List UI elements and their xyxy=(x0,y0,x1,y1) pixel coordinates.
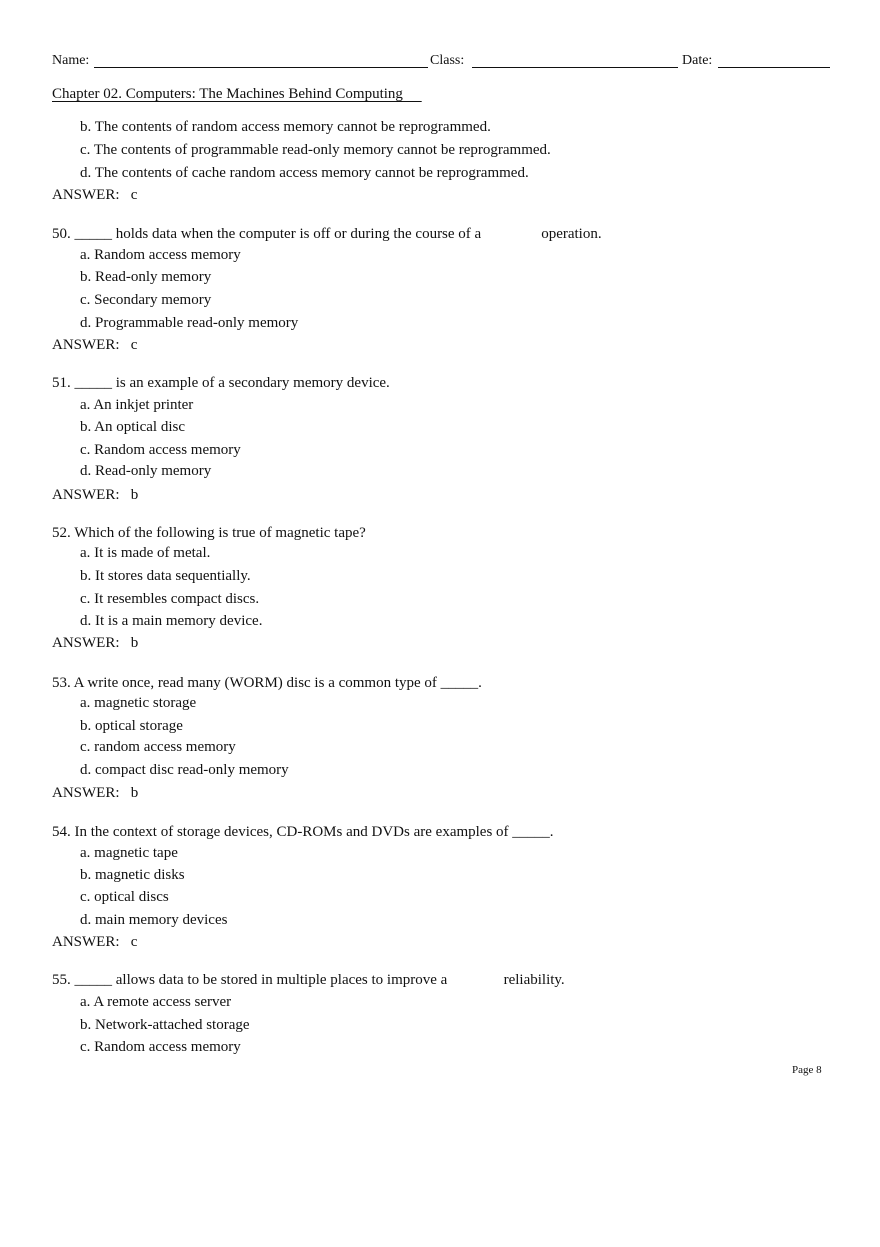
continued-option: b. The contents of random access memory cannot be reprogrammed. xyxy=(80,119,491,135)
date-label: Date: xyxy=(682,53,713,68)
answer-line: ANSWER: c xyxy=(52,337,138,353)
name-blank-line xyxy=(94,67,428,68)
name-label: Name: xyxy=(52,53,90,68)
option-item: d. Read-only memory xyxy=(80,463,212,479)
continued-option: d. The contents of cache random access memory cannot be reprogrammed. xyxy=(80,165,529,181)
question-text: 52. Which of the following is true of magnetic tape? xyxy=(52,525,366,541)
option-item: b. An optical disc xyxy=(80,419,185,435)
option-item: b. Read-only memory xyxy=(80,269,212,285)
option-item: b. It stores data sequentially. xyxy=(80,568,251,584)
class-blank-line xyxy=(472,67,678,68)
class-label: Class: xyxy=(430,53,465,68)
option-item: c. Secondary memory xyxy=(80,292,212,308)
answer-line: ANSWER: b xyxy=(52,635,139,651)
option-item: b. optical storage xyxy=(80,718,183,734)
question-text: 51. _____ is an example of a secondary memory device. xyxy=(52,375,390,391)
option-item: a. magnetic storage xyxy=(80,695,197,711)
option-item: a. It is made of metal. xyxy=(80,545,211,561)
question-text: 54. In the context of storage devices, CD-ROMs and DVDs are examples of _____. xyxy=(52,824,554,840)
option-item: d. Programmable read-only memory xyxy=(80,315,299,331)
question-text: 50. _____ holds data when the computer is off or during the course of a operation. xyxy=(52,226,602,242)
chapter-title: Chapter 02. Computers: The Machines Behind Computing xyxy=(52,86,422,102)
option-item: c. Random access memory xyxy=(80,1039,241,1055)
option-item: a. A remote access server xyxy=(80,994,232,1010)
header-fields xyxy=(52,52,830,72)
option-item: d. compact disc read-only memory xyxy=(80,762,289,778)
date-blank-line xyxy=(718,67,830,68)
answer-line: ANSWER: b xyxy=(52,785,139,801)
option-item: c. It resembles compact discs. xyxy=(80,591,260,607)
answer-line: ANSWER: c xyxy=(52,934,138,950)
page-number: Page 8 xyxy=(792,1064,822,1076)
option-item: b. magnetic disks xyxy=(80,867,185,883)
option-item: c. optical discs xyxy=(80,889,169,905)
option-item: c. random access memory xyxy=(80,739,236,755)
option-item: a. Random access memory xyxy=(80,247,241,263)
option-item: d. main memory devices xyxy=(80,912,228,928)
question-text: 53. A write once, read many (WORM) disc is a common type of _____. xyxy=(52,675,482,691)
option-item: d. It is a main memory device. xyxy=(80,613,263,629)
question-text: 55. _____ allows data to be stored in multiple places to improve a reliability. xyxy=(52,972,565,988)
answer-line: ANSWER: c xyxy=(52,187,138,203)
option-item: c. Random access memory xyxy=(80,442,241,458)
option-item: a. magnetic tape xyxy=(80,845,178,861)
option-item: a. An inkjet printer xyxy=(80,397,194,413)
option-item: b. Network-attached storage xyxy=(80,1017,250,1033)
continued-option: c. The contents of programmable read-only memory cannot be reprogrammed. xyxy=(80,142,551,158)
answer-line: ANSWER: b xyxy=(52,487,139,503)
